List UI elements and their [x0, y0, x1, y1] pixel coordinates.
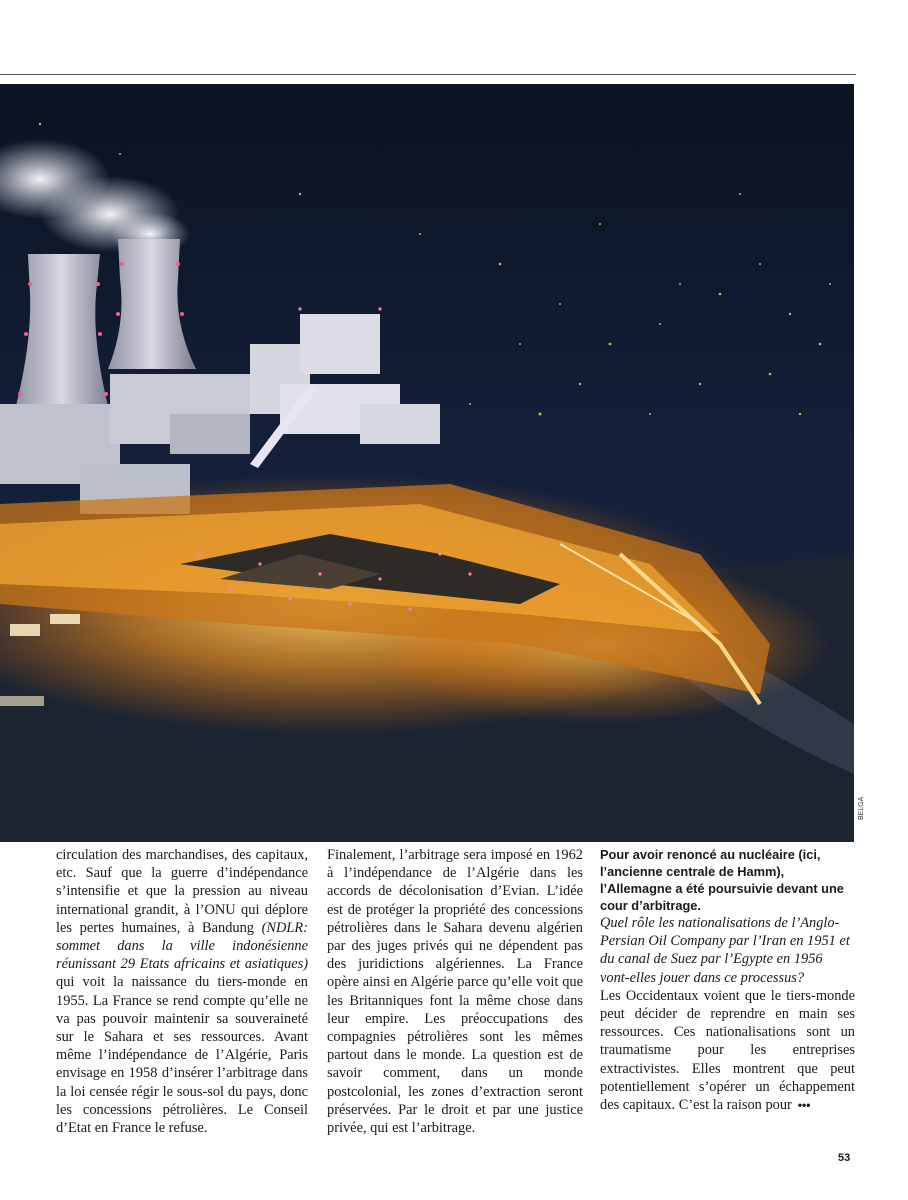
night-plant-illustration	[0, 84, 854, 842]
continue-mark: •••	[797, 1098, 811, 1113]
photo-caption: Pour avoir renoncé au nucléaire (ici, l’ancienne centrale de Hamm), l’Allemagne a été poursuivie devant une cour d’arbitrage.	[600, 847, 844, 913]
page-number: 53	[838, 1152, 851, 1164]
power-plant-photo	[0, 84, 854, 842]
article-column-3	[600, 846, 855, 1114]
paragraph-2: Finalement, l’arbitrage sera imposé en 1962 à l’indépendance de l’Algérie dans les accords de décolonisation d’Evian. L’idée est de protéger la propriété des concessions pétrolières dans le Sahara devenu algérien par des juges privés qui ne dépendent pas des juridictions algériennes. La France opère ainsi en Algérie parce qu’elle voit que les Britanniques font la même chose dans leur empire. Les préoccupations des compagnies pétrolières sont les mêmes partout dans le monde. La question est de savoir comment, dans un monde postcolonial, les zones d’extraction seront préservées. Par le droit et par une justice privée, qui est l’arbitrage.	[327, 847, 583, 1137]
top-rule	[0, 74, 856, 75]
article-column-1	[56, 846, 308, 1137]
interview-question: Quel rôle les nationalisations de l’Anglo-Persian Oil Company par l’Iran en 1951 et du canal de Suez par l’Egypte en 1956 vont-elles jouer dans ce processus?	[600, 915, 850, 986]
article-column-2	[327, 846, 583, 1137]
editor-note: (NDLR: sommet dans la ville indonésienne réunissant 29 Etats africains et asiatiques)	[56, 919, 308, 973]
interview-answer: Les Occidentaux voient que le tiers-monde peut décider de reprendre en main ses ressources. Ces nationalisations sont un traumatisme pour les entreprises extractivistes. Elles montrent que peut potentiellement s’opérer un échappement des capitaux. C’est la raison pour •••	[600, 987, 855, 1114]
photo-credit: BELGA	[858, 796, 865, 820]
paragraph-1: circulation des marchandises, des capitaux, etc. Sauf que la guerre d’indépendance s’intensifie et que la pression au niveau international grandit, à l’ONU qui déplore les pertes humaines, à Bandung (NDLR: sommet dans la ville indonésienne réunissant 29 Etats africains et asiatiques) qui voit la naissance du tiers-monde en 1955. La France se rend compte qu’elle ne va pas pouvoir maintenir sa souveraineté sur le Sahara et ses ressources. Avant même l’indépendance de l’Algérie, Paris envisage en 1958 d’insérer l’arbitrage dans la loi censée régir le sous-sol du pays, donc les concessions pétrolières. Le Conseil d’Etat en France le refuse.	[56, 847, 308, 1137]
